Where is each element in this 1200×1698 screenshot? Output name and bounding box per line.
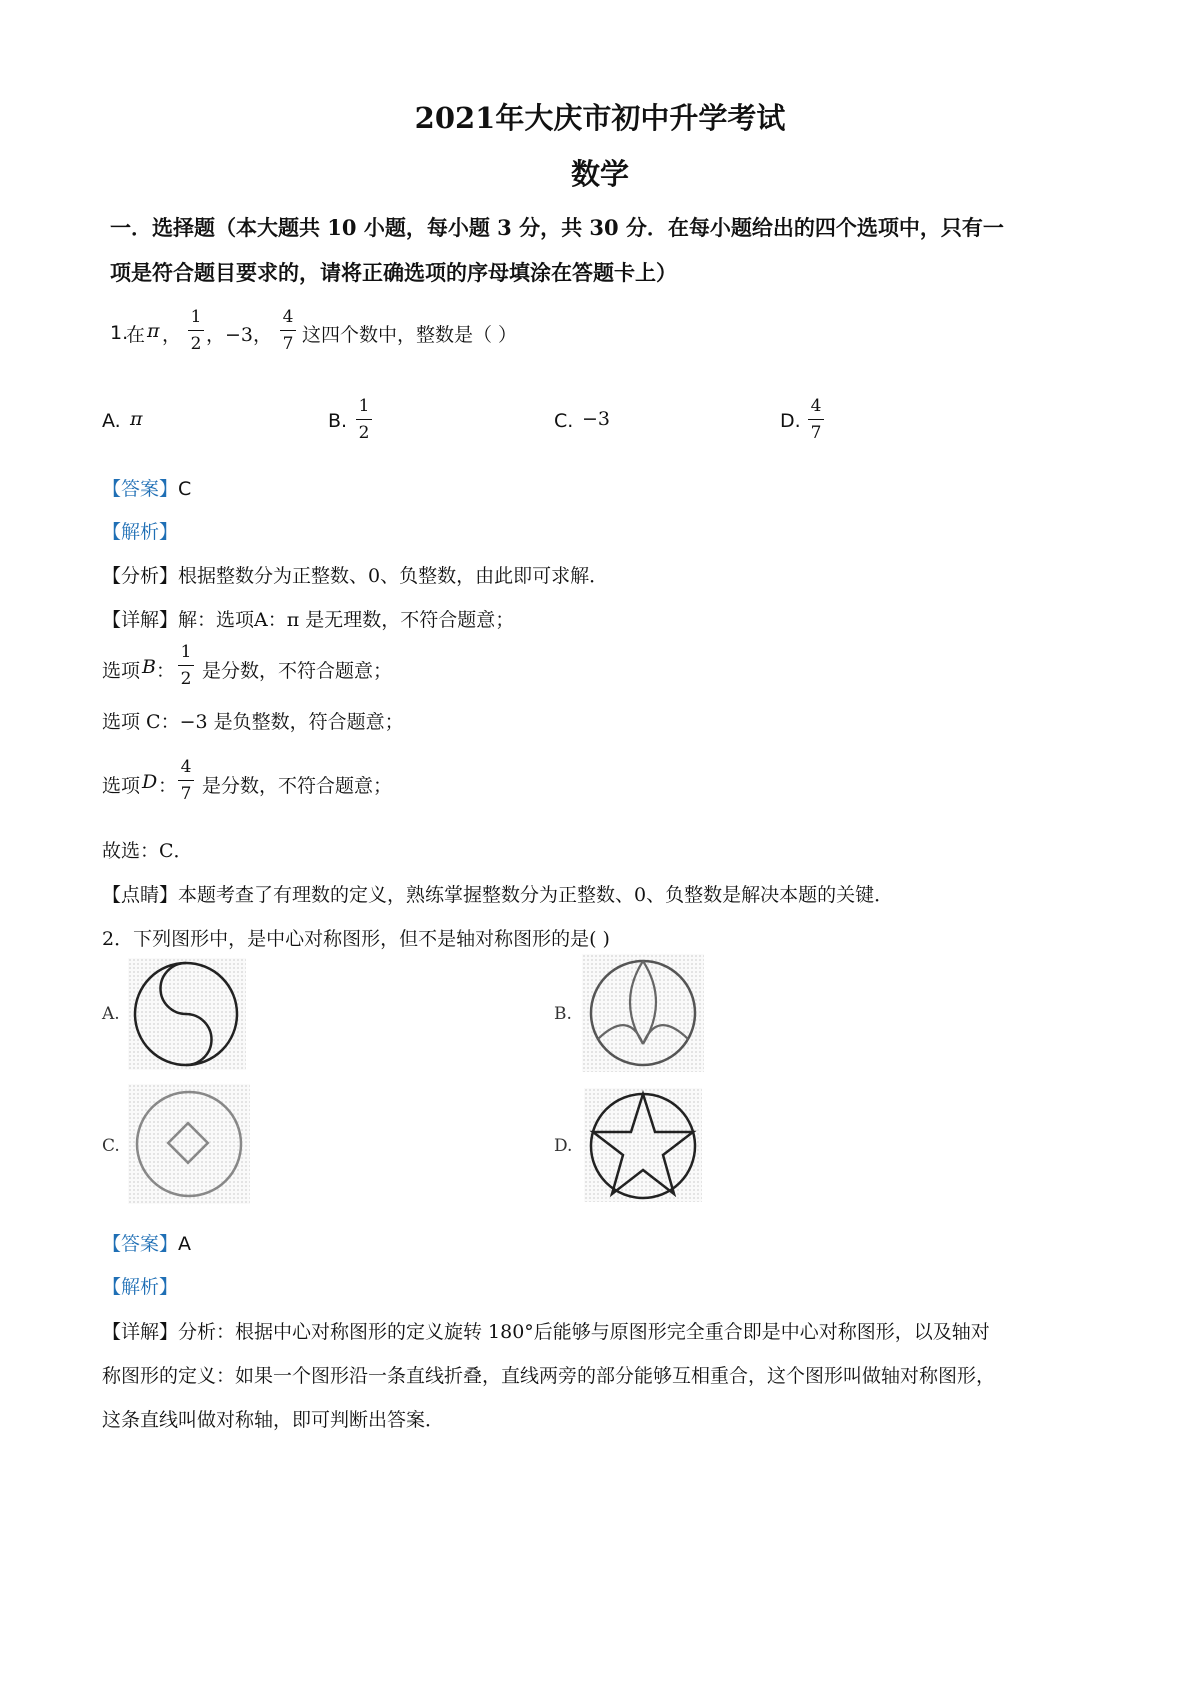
answer-value: C xyxy=(178,478,192,500)
opt-d-var: D xyxy=(142,771,158,793)
denominator: 7 xyxy=(180,784,192,804)
yin-yang-icon xyxy=(128,958,246,1070)
q2-option-d-figure xyxy=(584,1088,702,1202)
q2-detail-line1: 【详解】分析：根据中心对称图形的定义旋转 180°后能够与原图形完全重合即是中心对称图形，以及轴对 xyxy=(102,1321,990,1343)
numerator: 1 xyxy=(190,307,202,327)
q2-option-c-label: C. xyxy=(102,1136,120,1156)
q1-pi: π xyxy=(147,320,160,342)
fraction-bar xyxy=(808,419,824,420)
opt-b-colon: ： xyxy=(156,660,176,682)
q1-comma: ， xyxy=(162,324,182,346)
numerator: 4 xyxy=(810,396,822,416)
option-b-fraction xyxy=(356,395,372,444)
coin-icon xyxy=(128,1084,250,1204)
option-a-value: π xyxy=(130,408,143,430)
q1-dianjing: 【点睛】本题考查了有理数的定义，熟练掌握整数分为正整数、0、负整数是解决本题的关键． xyxy=(102,884,894,906)
denominator: 7 xyxy=(810,423,822,443)
fraction-bar xyxy=(178,665,194,666)
option-d-label: D. xyxy=(780,410,801,432)
numerator: 1 xyxy=(180,642,192,662)
section-heading-line2: 项是符合题目要求的，请将正确选项的序母填涂在答题卡上） xyxy=(110,260,677,285)
denominator: 2 xyxy=(190,334,202,354)
option-a-label: A. xyxy=(102,410,121,432)
answer-tag: 【答案】 xyxy=(102,478,179,500)
opt-d-fraction xyxy=(178,756,194,805)
fraction-bar xyxy=(188,330,204,331)
option-d-fraction xyxy=(808,395,824,444)
star-in-circle-icon xyxy=(584,1088,702,1202)
opt-b-fraction xyxy=(178,641,194,690)
q2-option-c-figure xyxy=(128,1084,250,1204)
trefoil-circle-icon xyxy=(582,954,704,1072)
option-c-value: −3 xyxy=(582,408,611,430)
opt-d-colon: ： xyxy=(158,775,178,797)
option-b-label: B. xyxy=(328,410,348,432)
numerator: 4 xyxy=(282,307,294,327)
opt-d-pre: 选项 xyxy=(102,775,141,797)
q1-fraction-one-half xyxy=(188,306,204,355)
answer-value: A xyxy=(178,1233,192,1255)
option-c-label: C. xyxy=(554,410,574,432)
q2-option-b-figure xyxy=(582,954,704,1072)
q2-option-d-label: D. xyxy=(554,1136,573,1156)
q1-tail: 这四个数中，整数是（ ） xyxy=(302,324,518,346)
q1-fraction-four-sevenths xyxy=(280,306,296,355)
q2-option-a-figure xyxy=(128,958,246,1070)
denominator: 2 xyxy=(180,669,192,689)
exam-title: 2021年大庆市初中升学考试 xyxy=(414,101,786,135)
q1-answer-line xyxy=(102,474,191,501)
fraction-bar xyxy=(178,780,194,781)
opt-d-text: 是分数，不符合题意； xyxy=(202,775,393,797)
q2-option-a-label: A. xyxy=(102,1004,120,1024)
opt-b-var: B xyxy=(142,656,156,678)
q2-detail-line2: 称图形的定义：如果一个图形沿一条直线折叠，直线两旁的部分能够互相重合，这个图形叫做轴对称图形， xyxy=(102,1365,996,1387)
fraction-bar xyxy=(280,330,296,331)
q2-answer-line xyxy=(102,1229,191,1256)
opt-b-text: 是分数，不符合题意； xyxy=(202,660,393,682)
q1-xiangjie: 【详解】解：选项A：π 是无理数，不符合题意； xyxy=(102,609,515,631)
subject-title: 数学 xyxy=(570,157,629,191)
numerator: 1 xyxy=(358,396,370,416)
denominator: 2 xyxy=(358,423,370,443)
denominator: 7 xyxy=(282,334,294,354)
q2-option-b-label: B. xyxy=(554,1004,572,1024)
question-2-stem: 2．下列图形中，是中心对称图形，但不是轴对称图形的是( ) xyxy=(102,928,610,950)
q1-pre: 在 xyxy=(126,324,146,346)
q1-analysis-tag: 【解析】 xyxy=(102,521,179,543)
question-number: 1. xyxy=(110,322,129,344)
numerator: 4 xyxy=(180,757,192,777)
q1-neg3: ，−3， xyxy=(206,324,273,346)
q1-fenxi: 【分析】根据整数分为正整数、0、负整数，由此即可求解． xyxy=(102,565,609,587)
q2-analysis-tag: 【解析】 xyxy=(102,1276,179,1298)
opt-b-pre: 选项 xyxy=(102,660,141,682)
q2-detail-line3: 这条直线叫做对称轴，即可判断出答案． xyxy=(102,1409,445,1431)
answer-tag: 【答案】 xyxy=(102,1233,179,1255)
fraction-bar xyxy=(356,419,372,420)
q1-guxuan: 故选：C． xyxy=(102,840,193,862)
q1-option-c-explanation: 选项 C：−3 是负整数，符合题意； xyxy=(102,711,404,733)
section-heading-line1: 一．选择题（本大题共 10 小题，每小题 3 分，共 30 分．在每小题给出的四个选项中，只有一 xyxy=(110,215,1004,240)
